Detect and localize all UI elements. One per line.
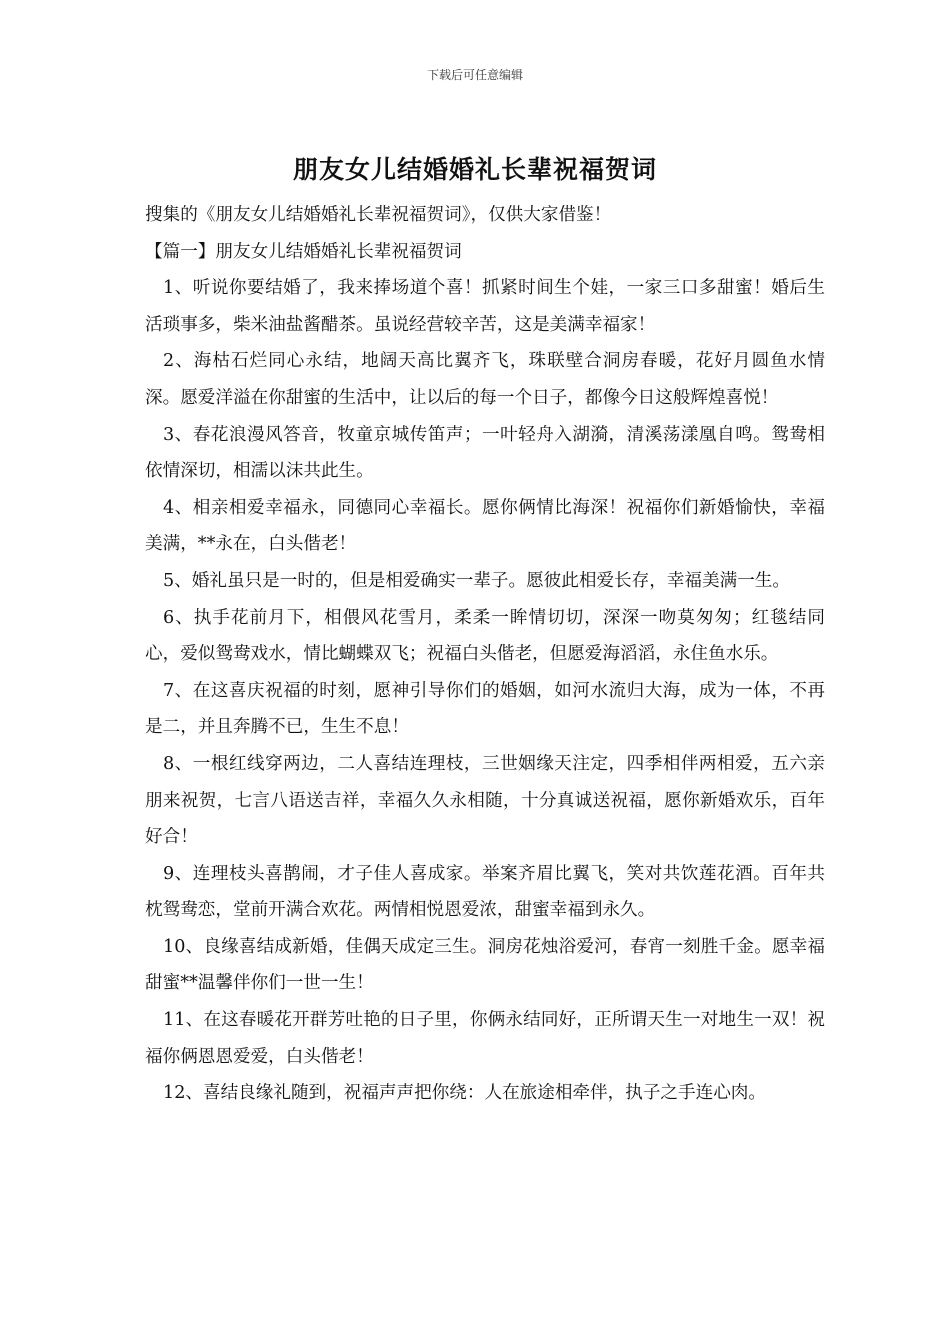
blessing-item-8: 8、一根红线穿两边，二人喜结连理枝，三世姻缘天注定，四季相伴两相爱，五六亲朋来祝贺，七言八语送吉祥，幸福久久永相随，十分真诚送祝福，愿你新婚欢乐，百年好合！ [145, 753, 825, 848]
blessing-item-4: 4、相亲相爱幸福永，同德同心幸福长。愿你俩情比海深！祝福你们新婚愉快，幸福美满，**永在，白头偕老！ [145, 497, 825, 555]
intro-paragraph: 搜集的《朋友女儿结婚婚礼长辈祝福贺词》，仅供大家借鉴！ [145, 205, 612, 225]
page-title: 朋友女儿结婚婚礼长辈祝福贺词 [292, 155, 657, 184]
blessing-item-6: 6、执手花前月下，相偎风花雪月，柔柔一眸情切切，深深一吻莫匆匆；红毯结同心，爱似鸳鸯戏水，情比蝴蝶双飞；祝福白头偕老，但愿爱海滔滔，永住鱼水乐。 [145, 607, 825, 665]
blessing-item-7: 7、在这喜庆祝福的时刻，愿神引导你们的婚姻，如河水流归大海，成为一体，不再是二，并且奔腾不已，生生不息！ [145, 680, 825, 738]
blessing-item-12: 12、喜结良缘礼随到，祝福声声把你绕：人在旅途相牵伴，执子之手连心肉。 [163, 1083, 766, 1104]
blessing-item-9: 9、连理枝头喜鹊闹，才子佳人喜成家。举案齐眉比翼飞，笑对共饮莲花酒。百年共枕鸳鸯恋，堂前开满合欢花。两情相悦恩爱浓，甜蜜幸福到永久。 [145, 863, 825, 921]
blessing-item-10: 10、良缘喜结成新婚，佳偶天成定三生。洞房花烛浴爱河，春宵一刻胜千金。愿幸福甜蜜**温馨伴你们一世一生！ [145, 936, 825, 994]
blessing-item-3: 3、春花浪漫风答音，牧童京城传笛声；一叶轻舟入湖漪，清溪荡漾凰自鸣。鸳鸯相依情深切，相濡以沫共此生。 [145, 424, 825, 482]
blessing-item-5: 5、婚礼虽只是一时的，但是相爱确实一辈子。愿彼此相爱长存，幸福美满一生。 [163, 570, 790, 591]
section-heading: 【篇一】朋友女儿结婚婚礼长辈祝福贺词 [145, 241, 462, 262]
blessing-item-1: 1、听说你要结婚了，我来捧场道个喜！抓紧时间生个娃，一家三口多甜蜜！婚后生活琐事多，柴米油盐酱醋茶。虽说经营较辛苦，这是美满幸福家！ [145, 278, 825, 335]
document-body [145, 197, 825, 1112]
blessing-item-11: 11、在这春暖花开群芳吐艳的日子里，你俩永结同好，正所谓天生一对地生一双！祝福你俩恩恩爱爱，白头偕老！ [145, 1010, 825, 1067]
blessing-item-2: 2、海枯石烂同心永结，地阔天高比翼齐飞，珠联壁合洞房春暖，花好月圆鱼水情深。愿爱洋溢在你甜蜜的生活中，让以后的每一个日子，都像今日这般辉煌喜悦！ [145, 351, 825, 408]
header-note: 下载后可任意编辑 [426, 68, 523, 82]
